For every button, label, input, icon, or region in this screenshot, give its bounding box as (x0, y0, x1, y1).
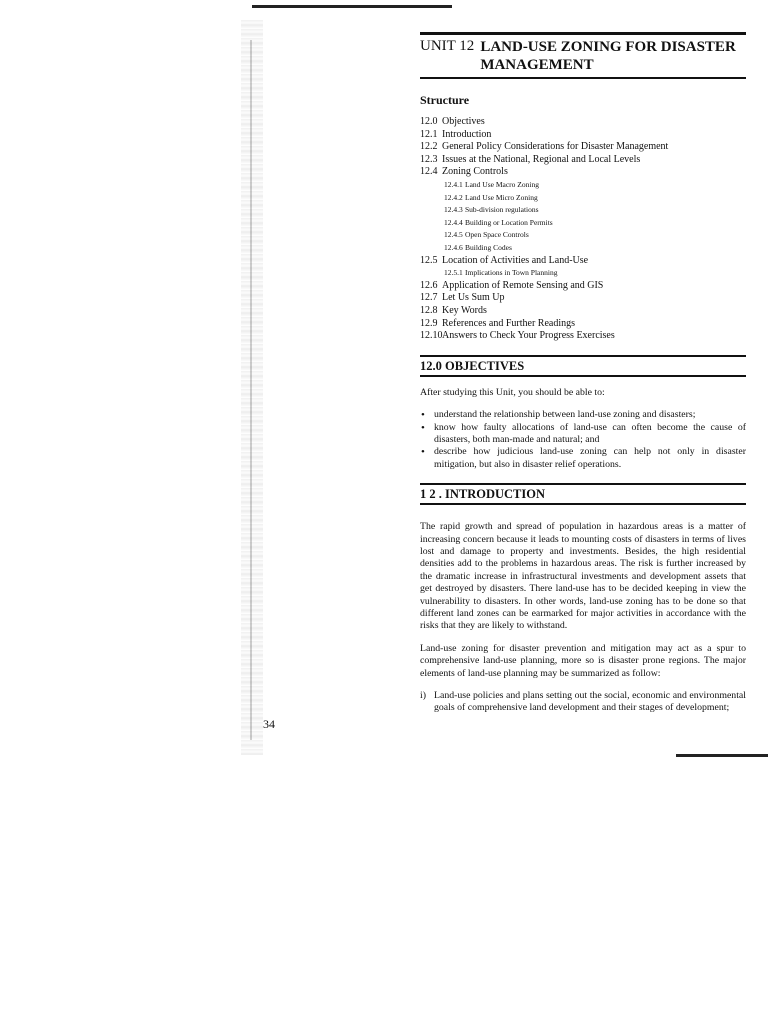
unit-title-line-2: MANAGEMENT (480, 57, 594, 73)
toc-text: Objectives (442, 116, 485, 127)
toc-item (420, 330, 746, 343)
toc-item (420, 166, 746, 179)
toc-text: Location of Activities and Land-Use (442, 254, 589, 266)
toc-text: References and Further Readings (442, 317, 576, 329)
unit-label: UNIT 12 (420, 38, 475, 54)
structure-heading: Structure (420, 93, 470, 107)
unit-title-line-1: LAND-USE ZONING FOR DISASTER (480, 39, 736, 55)
objective-item: • describe how judicious land-use zoning can help not only in disaster mitigation, but also in disaster relief operations. (420, 446, 746, 471)
introduction-heading: 1 2 . INTRODUCTION (420, 483, 746, 505)
toc-text: Answers to Check Your Progress Exercises (442, 330, 615, 342)
toc-text: Building or Location Permits (465, 217, 553, 227)
toc-number: 12.2 (420, 141, 438, 153)
toc-text: Land Use Macro Zoning (465, 179, 539, 189)
scan-bottom-rule (676, 754, 768, 757)
toc-item (420, 141, 746, 154)
toc-text: Land Use Micro Zoning (465, 192, 538, 202)
unit-header (420, 32, 746, 79)
toc-subitem (420, 267, 746, 280)
toc-number: 12.7 (420, 292, 438, 304)
toc-number: 12.6 (420, 279, 438, 291)
toc-subitem (420, 179, 746, 192)
toc-number: 12.10 (420, 330, 443, 342)
objectives-list (420, 409, 746, 471)
objectives-intro: After studying this Unit, you should be able to: (420, 386, 605, 398)
toc-text: Application of Remote Sensing and GIS (442, 279, 604, 291)
objective-item: • know how faulty allocations of land-use can often become the cause of disasters, both man-made and natural; and (420, 422, 746, 447)
toc-number: 12.4.4 (444, 217, 463, 227)
toc-number: 12.4.2 (444, 192, 463, 202)
land-use-element-item (420, 690, 746, 715)
page-number: 34 (263, 717, 275, 731)
list-marker: i) (420, 690, 426, 701)
toc-item (420, 154, 746, 167)
toc-item (420, 280, 746, 293)
toc-text: Implications in Town Planning (465, 268, 558, 278)
toc-text: Building Codes (465, 242, 512, 252)
toc-text: Introduction (442, 128, 492, 140)
list-text: Land-use policies and plans setting out the social, economic and environmental goals of comprehensive land development and their stages of development; (434, 690, 746, 714)
toc-item (420, 255, 746, 268)
toc-item (420, 305, 746, 318)
toc-number: 12.4.5 (444, 230, 463, 240)
toc-number: 12.8 (420, 304, 438, 316)
toc-item (420, 116, 746, 129)
toc-item (420, 292, 746, 305)
introduction-paragraph-1: The rapid growth and spread of population in hazardous areas is a matter of increasing concern because it leads to mounting costs of disasters in terms of lives lost and damage to property and investments. Besides, the high residential densities add to the problems in hazardous areas. The risk is further increased by the dramatic increase in infrastructural investments and development assets that get destroyed by disasters. There land-use has to be decided keeping in view the vulnerability to disasters. In other words, land-use zoning has to be done so that different land zones can be earmarked for major activities in accordance with the risks that they are likely to withstand. (420, 521, 746, 632)
toc-text: Zoning Controls (442, 166, 508, 178)
objectives-heading: 12.0 OBJECTIVES (420, 355, 746, 377)
toc-text: General Policy Considerations for Disaster Management (442, 141, 669, 153)
unit-title (480, 38, 735, 74)
toc-number: 12.4.6 (444, 242, 463, 252)
toc-text: Key Words (442, 304, 487, 316)
toc-text: Open Space Controls (465, 230, 529, 240)
toc-subitem (420, 217, 746, 230)
toc-subitem (420, 242, 746, 255)
toc-text: Sub-division regulations (465, 205, 539, 215)
toc-subitem (420, 229, 746, 242)
toc-subitem (420, 204, 746, 217)
scan-binding-shadow (241, 20, 263, 755)
toc-subitem (420, 192, 746, 205)
toc-number: 12.3 (420, 153, 438, 165)
toc-number: 12.5.1 (444, 268, 463, 278)
toc-item (420, 318, 746, 331)
toc-item (420, 129, 746, 142)
toc-number: 12.5 (420, 254, 438, 266)
page-content (420, 32, 746, 715)
toc-number: 12.1 (420, 128, 438, 140)
introduction-paragraph-2: Land-use zoning for disaster prevention and mitigation may act as a spur to comprehensive land-use planning, more so is disaster prone regions. The major elements of land-use planning may be summarized as follow: (420, 642, 746, 679)
objective-item: • understand the relationship between land-use zoning and disasters; (420, 409, 746, 421)
toc-number: 12.9 (420, 317, 438, 329)
land-use-elements-list (420, 690, 746, 715)
scan-binding-line (250, 40, 252, 740)
toc-text: Issues at the National, Regional and Local Levels (442, 153, 641, 165)
toc-number: 12.4 (420, 166, 438, 178)
table-of-contents (420, 116, 746, 343)
toc-number: 12.0 (420, 116, 438, 127)
toc-number: 12.4.3 (444, 205, 463, 215)
toc-number: 12.4.1 (444, 179, 463, 189)
toc-text: Let Us Sum Up (442, 292, 505, 304)
scan-top-rule (252, 5, 452, 8)
